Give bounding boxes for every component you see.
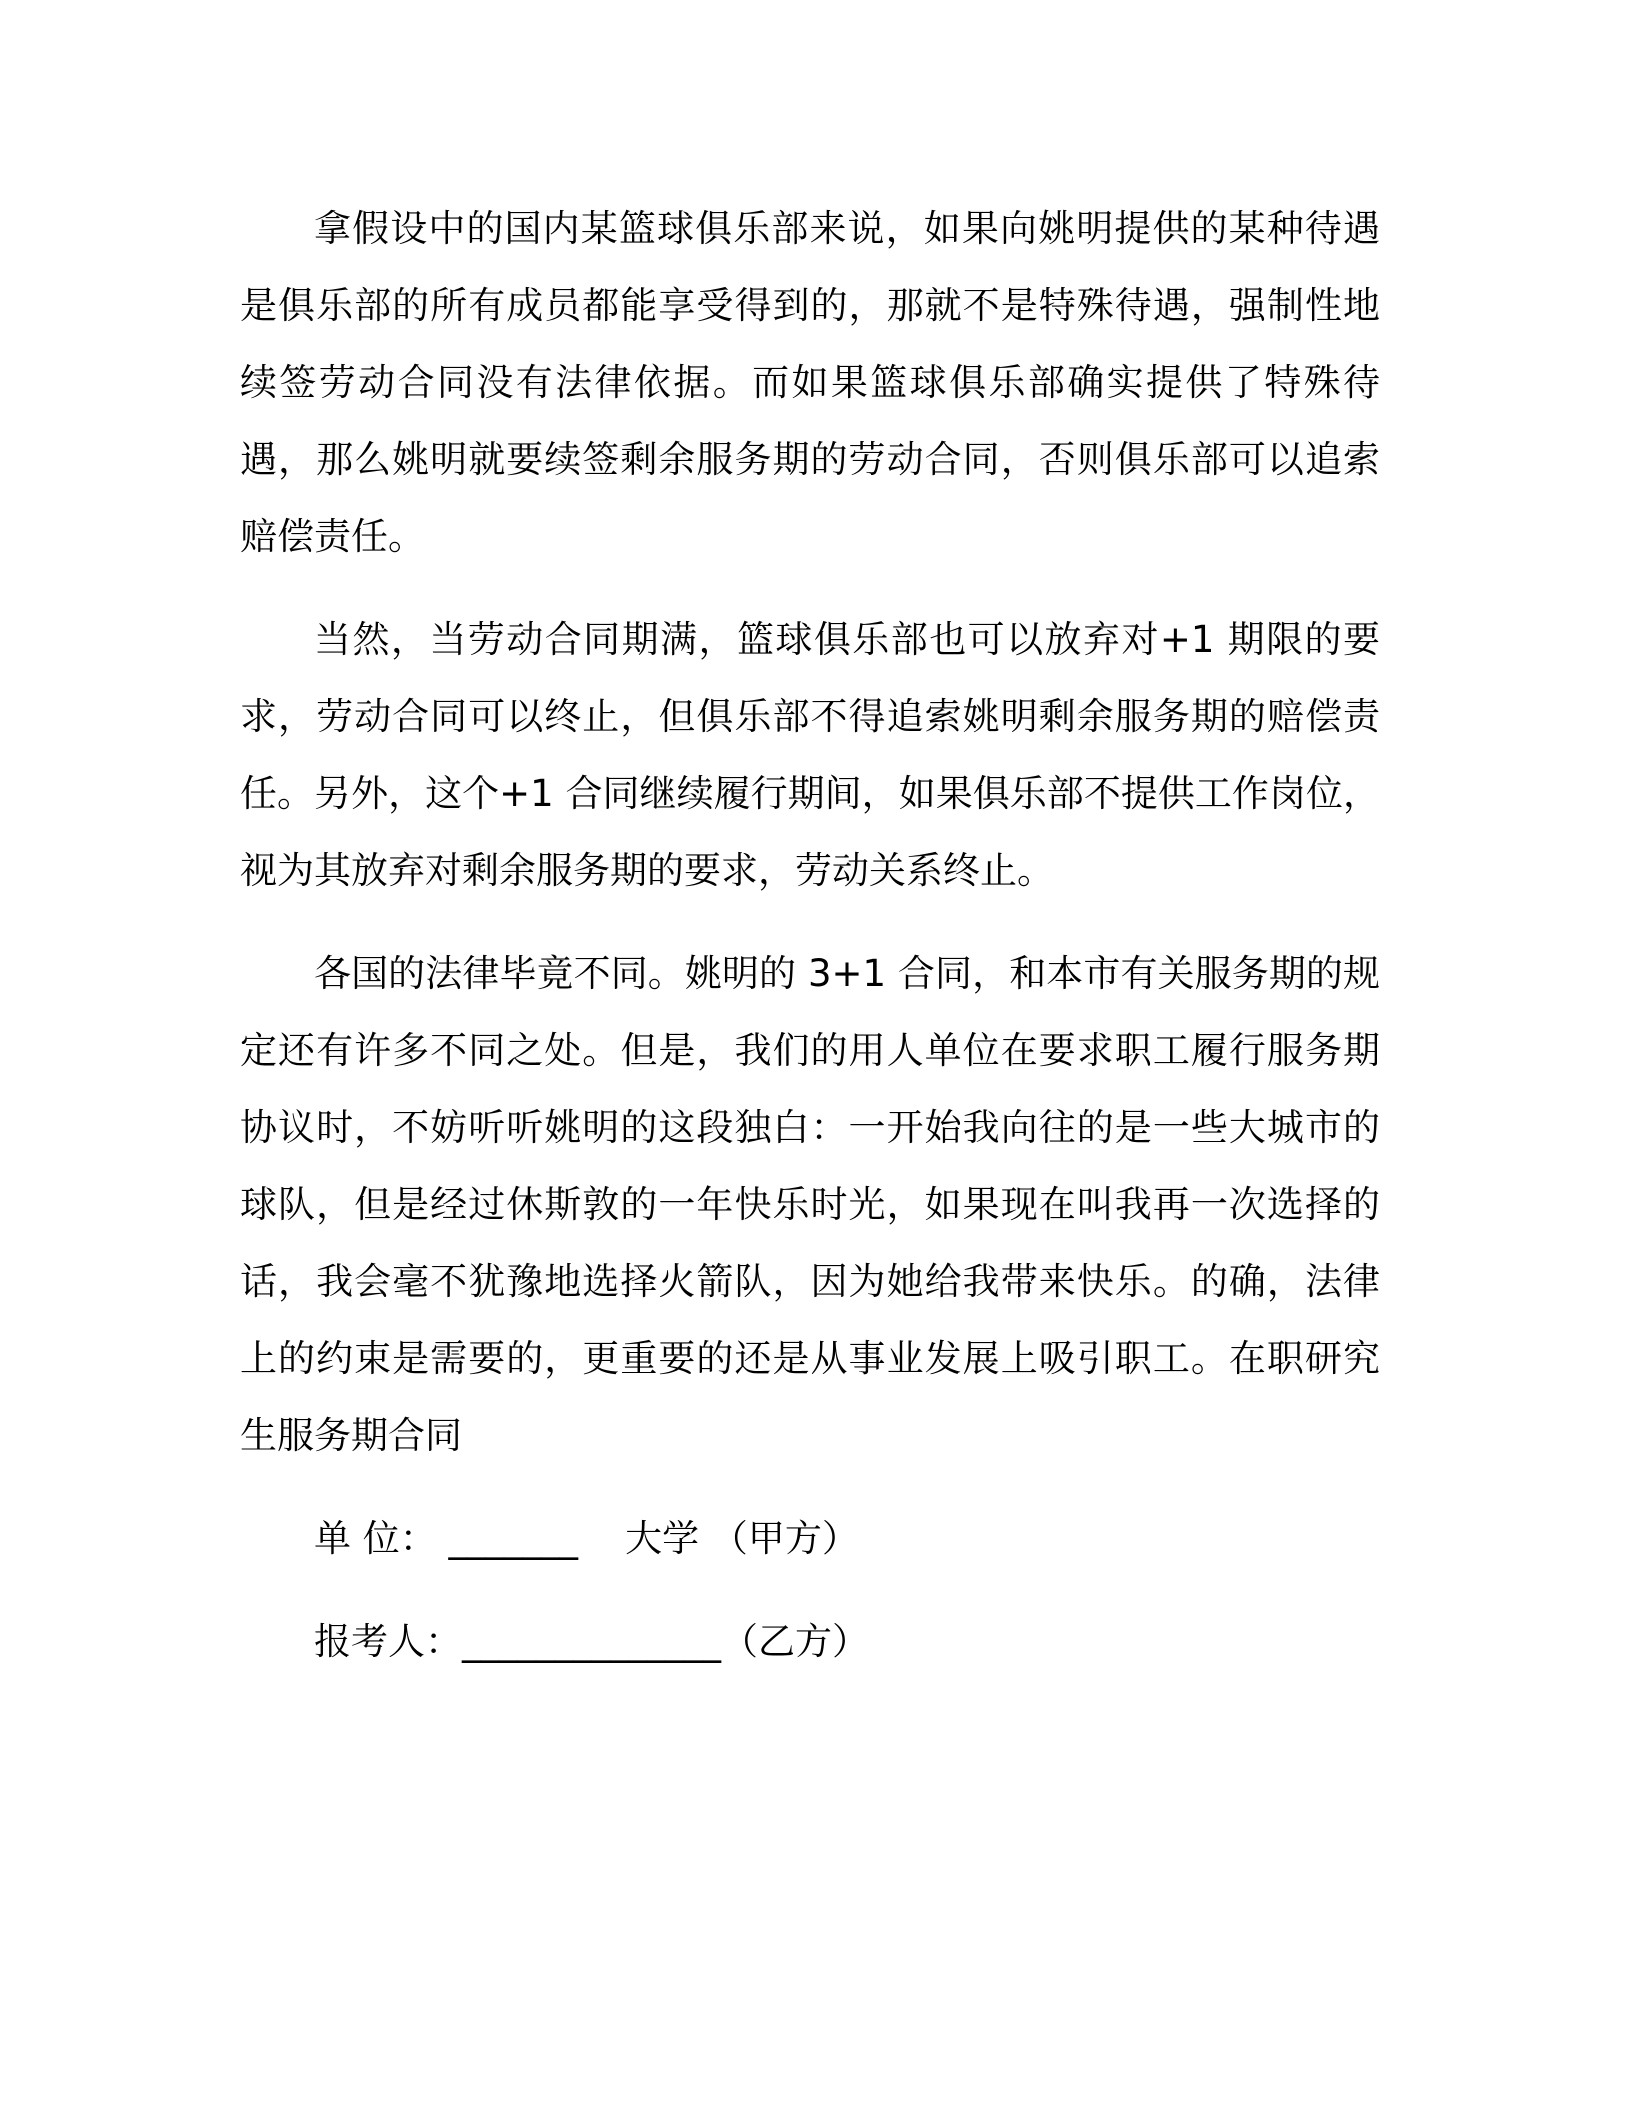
unit-label: 单 位： [314, 1517, 437, 1560]
unit-line [240, 1500, 1380, 1577]
paragraph-1: 拿假设中的国内某篮球俱乐部来说，如果向姚明提供的某种待遇是俱乐部的所有成员都能享受得到的，那就不是特殊待遇，强制性地续签劳动合同没有法律依据。而如果篮球俱乐部确实提供了特殊待遇，那么姚明就要续签剩余服务期的劳动合同，否则俱乐部可以追索赔偿责任。 [240, 207, 1380, 558]
paragraph-3: 各国的法律毕竟不同。姚明的 3+1 合同，和本市有关服务期的规定还有许多不同之处。但是，我们的用人单位在要求职工履行服务期协议时，不妨听听姚明的这段独白：一开始我向往的是一些大城市的球队，但是经过休斯敦的一年快乐时光，如果现在叫我再一次选择的话，我会毫不犹豫地选择火箭队，因为她给我带来快乐。的确，法律上的约束是需要的，更重要的还是从事业发展上吸引职工。在职研究生服务期合同 [240, 952, 1380, 1457]
unit-suffix: 大学 （甲方） [625, 1517, 859, 1560]
applicant-line [240, 1603, 1380, 1680]
paragraph-2: 当然，当劳动合同期满，篮球俱乐部也可以放弃对+1 期限的要求，劳动合同可以终止，但俱乐部不得追索姚明剩余服务期的赔偿责任。另外，这个+1 合同继续履行期间，如果俱乐部不提供工作岗位，视为其放弃对剩余服务期的要求，劳动关系终止。 [240, 618, 1380, 892]
applicant-label: 报考人： [314, 1620, 462, 1663]
document-body [240, 190, 1380, 1706]
applicant-blank: ______________ [462, 1620, 721, 1663]
applicant-suffix: （乙方） [721, 1620, 869, 1663]
unit-blank: _______ [448, 1517, 579, 1560]
